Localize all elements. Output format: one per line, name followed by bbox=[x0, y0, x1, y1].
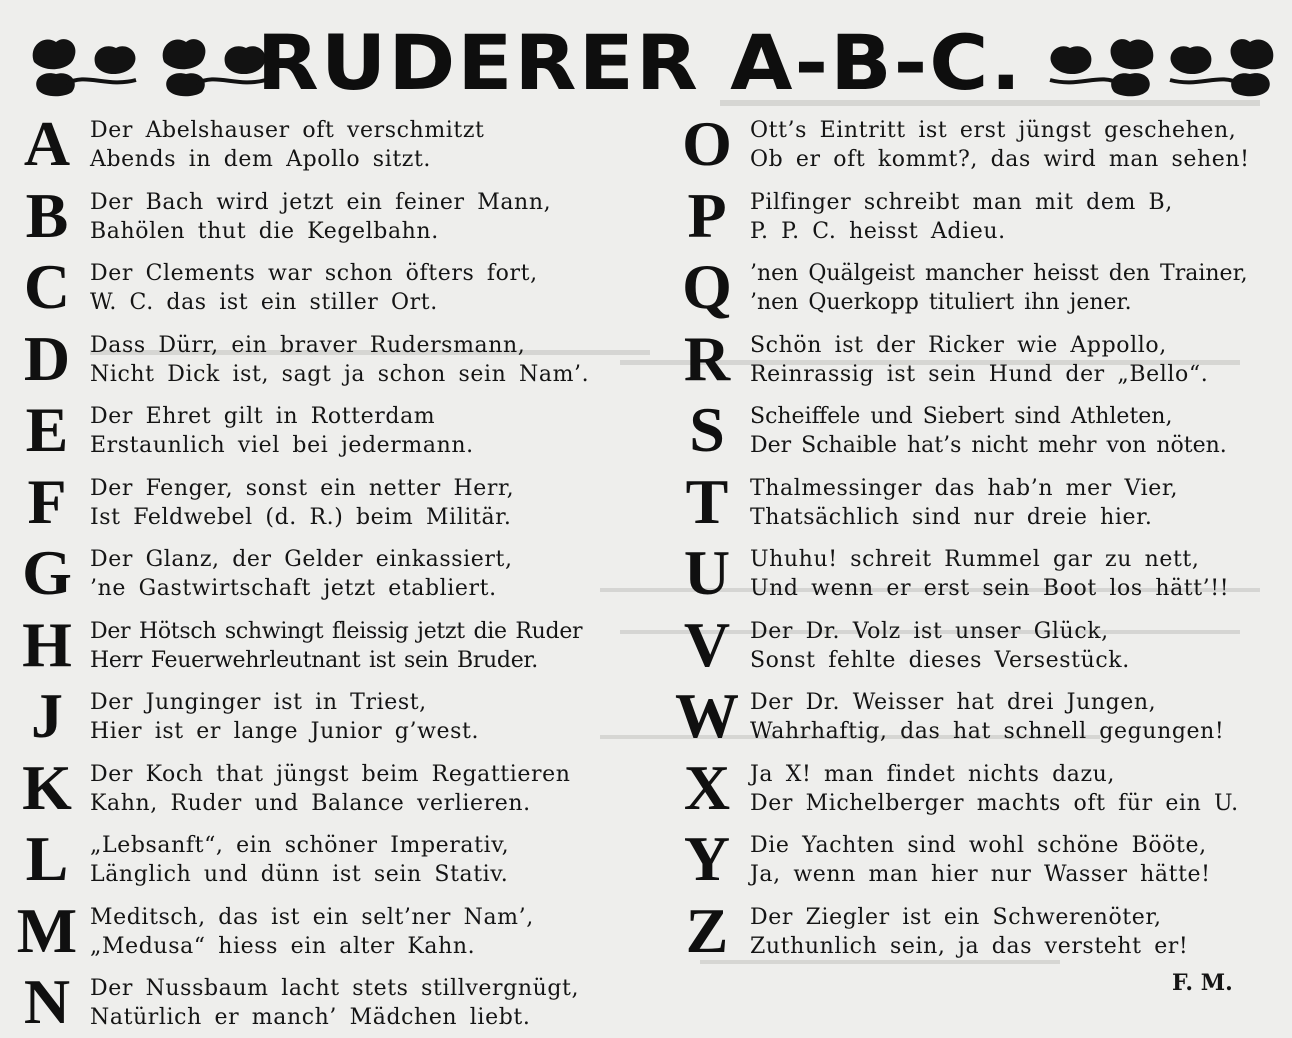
initial-letter: Y bbox=[683, 823, 731, 894]
verse-lines bbox=[90, 402, 474, 460]
header bbox=[0, 8, 1292, 108]
verse-lines bbox=[90, 760, 571, 818]
verse-entry bbox=[674, 394, 1290, 466]
initial-letter: A bbox=[23, 108, 71, 179]
verse-lines bbox=[90, 831, 509, 889]
verse-line: Der Abelshauser oft verschmitzt bbox=[90, 118, 485, 143]
right-column bbox=[674, 108, 1290, 966]
verse-entry bbox=[14, 466, 650, 538]
verse-lines bbox=[750, 545, 1229, 603]
verse-line: Die Yachten sind wohl schöne Bööte, bbox=[750, 833, 1207, 858]
initial-letter: F bbox=[27, 465, 67, 537]
initial-letter: D bbox=[23, 322, 71, 394]
initial-letter: V bbox=[683, 608, 731, 680]
verse-line: Schön ist der Ricker wie Appollo, bbox=[750, 332, 1167, 358]
verse-line: Thalmessinger das hab’n mer Vier, bbox=[750, 475, 1179, 501]
initial-letter: L bbox=[25, 823, 69, 894]
verse-lines bbox=[90, 903, 534, 961]
verse-line: Ob er oft kommt?, das wird man sehen! bbox=[750, 147, 1250, 172]
verse-line: Herr Feuerwehrleutnant ist sein Bruder. bbox=[90, 647, 538, 673]
verse-entry bbox=[674, 108, 1290, 180]
verse-line: Der Dr. Volz ist unser Glück, bbox=[750, 618, 1109, 644]
verse-lines bbox=[750, 688, 1224, 746]
verse-entry bbox=[14, 823, 650, 895]
verse-entry bbox=[674, 251, 1290, 323]
verse-line: ’nen Quälgeist mancher heisst den Trainer, bbox=[750, 261, 1248, 286]
author-signature: F. M. bbox=[1172, 970, 1233, 996]
verse-line: Scheiffele und Siebert sind Athleten, bbox=[750, 404, 1173, 429]
verse-line: Uhuhu! schreit Rummel gar zu nett, bbox=[750, 547, 1200, 572]
verse-lines bbox=[90, 331, 589, 389]
verse-line: Natürlich er manch’ Mädchen liebt. bbox=[90, 1005, 531, 1030]
verse-line: Der Ziegler ist ein Schwerenöter, bbox=[750, 904, 1162, 930]
verse-entry bbox=[14, 108, 650, 180]
verse-line: Thatsächlich sind nur dreie hier. bbox=[750, 504, 1153, 530]
verse-line: Der Nussbaum lacht stets stillvergnügt, bbox=[90, 976, 580, 1001]
verse-line: Der Ehret gilt in Rotterdam bbox=[90, 404, 436, 429]
initial-letter: W bbox=[675, 680, 739, 751]
leaf-ornament-right-outer-icon bbox=[1150, 28, 1280, 98]
verse-line: Wahrhaftig, das hat schnell gegungen! bbox=[750, 719, 1225, 744]
verse-line: Sonst fehlte dieses Versestück. bbox=[750, 647, 1130, 673]
verse-line: „Medusa“ hiess ein alter Kahn. bbox=[90, 933, 476, 959]
verse-lines bbox=[90, 259, 538, 317]
verse-lines bbox=[750, 116, 1250, 174]
verse-lines bbox=[90, 974, 579, 1032]
verse-entry bbox=[674, 680, 1290, 752]
verse-entry bbox=[14, 609, 650, 681]
verse-line: Und wenn er erst sein Boot los hätt’!! bbox=[750, 576, 1230, 601]
verse-entry bbox=[674, 180, 1290, 252]
verse-line: Abends in dem Apollo sitzt. bbox=[90, 147, 431, 172]
verse-entry bbox=[674, 323, 1290, 395]
verse-entry bbox=[674, 466, 1290, 538]
verse-line: Der Schaible hat’s nicht mehr von nöten. bbox=[750, 433, 1227, 458]
verse-line: Der Dr. Weisser hat drei Jungen, bbox=[750, 690, 1157, 715]
verse-line: ’nen Querkopp tituliert ihn jener. bbox=[750, 290, 1132, 315]
verse-line: Bahölen thut die Kegelbahn. bbox=[90, 218, 439, 244]
verse-entry bbox=[674, 609, 1290, 681]
verse-line: Ott’s Eintritt ist erst jüngst geschehen, bbox=[750, 118, 1237, 143]
initial-letter: J bbox=[31, 680, 63, 751]
verse-entry bbox=[674, 537, 1290, 609]
verse-line: W. C. das ist ein stiller Ort. bbox=[90, 290, 438, 315]
verse-line: Ja X! man findet nichts dazu, bbox=[750, 761, 1116, 787]
verse-lines bbox=[750, 474, 1178, 532]
verse-lines bbox=[90, 116, 485, 174]
initial-letter: M bbox=[16, 894, 78, 966]
initial-letter: H bbox=[22, 608, 72, 680]
verse-line: Der Bach wird jetzt ein feiner Mann, bbox=[90, 189, 552, 215]
leaf-ornament-right-inner-icon bbox=[1030, 28, 1160, 98]
verse-entry bbox=[14, 895, 650, 967]
verse-entry bbox=[14, 394, 650, 466]
verse-entry bbox=[14, 537, 650, 609]
initial-letter: N bbox=[23, 966, 71, 1037]
leaf-ornament-left-outer-icon bbox=[26, 28, 156, 98]
initial-letter: X bbox=[683, 751, 731, 823]
verse-line: Meditsch, das ist ein selt’ner Nam’, bbox=[90, 904, 534, 930]
initial-letter: B bbox=[25, 179, 69, 251]
verse-entry bbox=[674, 895, 1290, 967]
verse-line: Kahn, Ruder und Balance verlieren. bbox=[90, 790, 531, 816]
verse-lines bbox=[750, 760, 1239, 818]
initial-letter: Z bbox=[685, 894, 729, 966]
verse-lines bbox=[90, 545, 513, 603]
verse-line: P. P. C. heisst Adieu. bbox=[750, 218, 1006, 244]
verse-lines bbox=[750, 402, 1227, 460]
verse-lines bbox=[90, 617, 582, 675]
verse-lines bbox=[750, 903, 1188, 961]
initial-letter: C bbox=[23, 251, 71, 322]
verse-lines bbox=[750, 617, 1130, 675]
verse-entry bbox=[14, 752, 650, 824]
verse-line: Der Clements war schon öfters fort, bbox=[90, 261, 538, 286]
verse-entry bbox=[674, 823, 1290, 895]
initial-letter: P bbox=[687, 179, 727, 251]
initial-letter: O bbox=[682, 108, 732, 179]
verse-line: Pilfinger schreibt man mit dem B, bbox=[750, 189, 1173, 215]
initial-letter: G bbox=[22, 537, 72, 608]
verse-line: Der Michelberger machts oft für ein U. bbox=[750, 790, 1239, 816]
verse-line: ’ne Gastwirtschaft jetzt etabliert. bbox=[90, 576, 497, 601]
verse-lines bbox=[750, 259, 1248, 317]
verse-line: Der Fenger, sonst ein netter Herr, bbox=[90, 475, 515, 501]
left-column bbox=[14, 108, 650, 1038]
verse-entry bbox=[14, 180, 650, 252]
verse-line: Ist Feldwebel (d. R.) beim Militär. bbox=[90, 504, 512, 530]
verse-line: Der Glanz, der Gelder einkassiert, bbox=[90, 547, 513, 572]
verse-lines bbox=[750, 831, 1211, 889]
verse-line: Nicht Dick ist, sagt ja schon sein Nam’. bbox=[90, 361, 590, 387]
verse-line: Zuthunlich sein, ja das versteht er! bbox=[750, 933, 1189, 959]
verse-entry bbox=[14, 251, 650, 323]
initial-letter: S bbox=[689, 394, 725, 465]
verse-line: Hier ist er lange Junior g’west. bbox=[90, 719, 480, 744]
verse-line: Der Koch that jüngst beim Regattieren bbox=[90, 761, 571, 787]
page-title: RUDERER A-B-C. bbox=[256, 18, 1024, 107]
verse-line: Der Junginger ist in Triest, bbox=[90, 690, 427, 715]
verse-line: Der Hötsch schwingt fleissig jetzt die Ruder bbox=[90, 618, 583, 644]
initial-letter: T bbox=[685, 465, 729, 537]
initial-letter: R bbox=[683, 322, 731, 394]
verse-entry bbox=[14, 966, 650, 1038]
initial-letter: E bbox=[25, 394, 69, 465]
initial-letter: K bbox=[22, 751, 72, 823]
verse-line: Länglich und dünn ist sein Stativ. bbox=[90, 862, 509, 887]
verse-line: Erstaunlich viel bei jedermann. bbox=[90, 433, 474, 458]
verse-lines bbox=[90, 688, 479, 746]
initial-letter: U bbox=[683, 537, 731, 608]
verse-entry bbox=[674, 752, 1290, 824]
verse-lines bbox=[750, 331, 1208, 389]
verse-line: Ja, wenn man hier nur Wasser hätte! bbox=[750, 862, 1211, 887]
verse-line: Reinrassig ist sein Hund der „Bello“. bbox=[750, 361, 1209, 387]
verse-line: Dass Dürr, ein braver Rudersmann, bbox=[90, 332, 526, 358]
initial-letter: Q bbox=[682, 251, 732, 322]
verse-line: „Lebsanft“, ein schöner Imperativ, bbox=[90, 833, 510, 858]
verse-lines bbox=[750, 188, 1173, 246]
verse-lines bbox=[90, 474, 514, 532]
verse-lines bbox=[90, 188, 551, 246]
verse-entry bbox=[14, 323, 650, 395]
verse-entry bbox=[14, 680, 650, 752]
